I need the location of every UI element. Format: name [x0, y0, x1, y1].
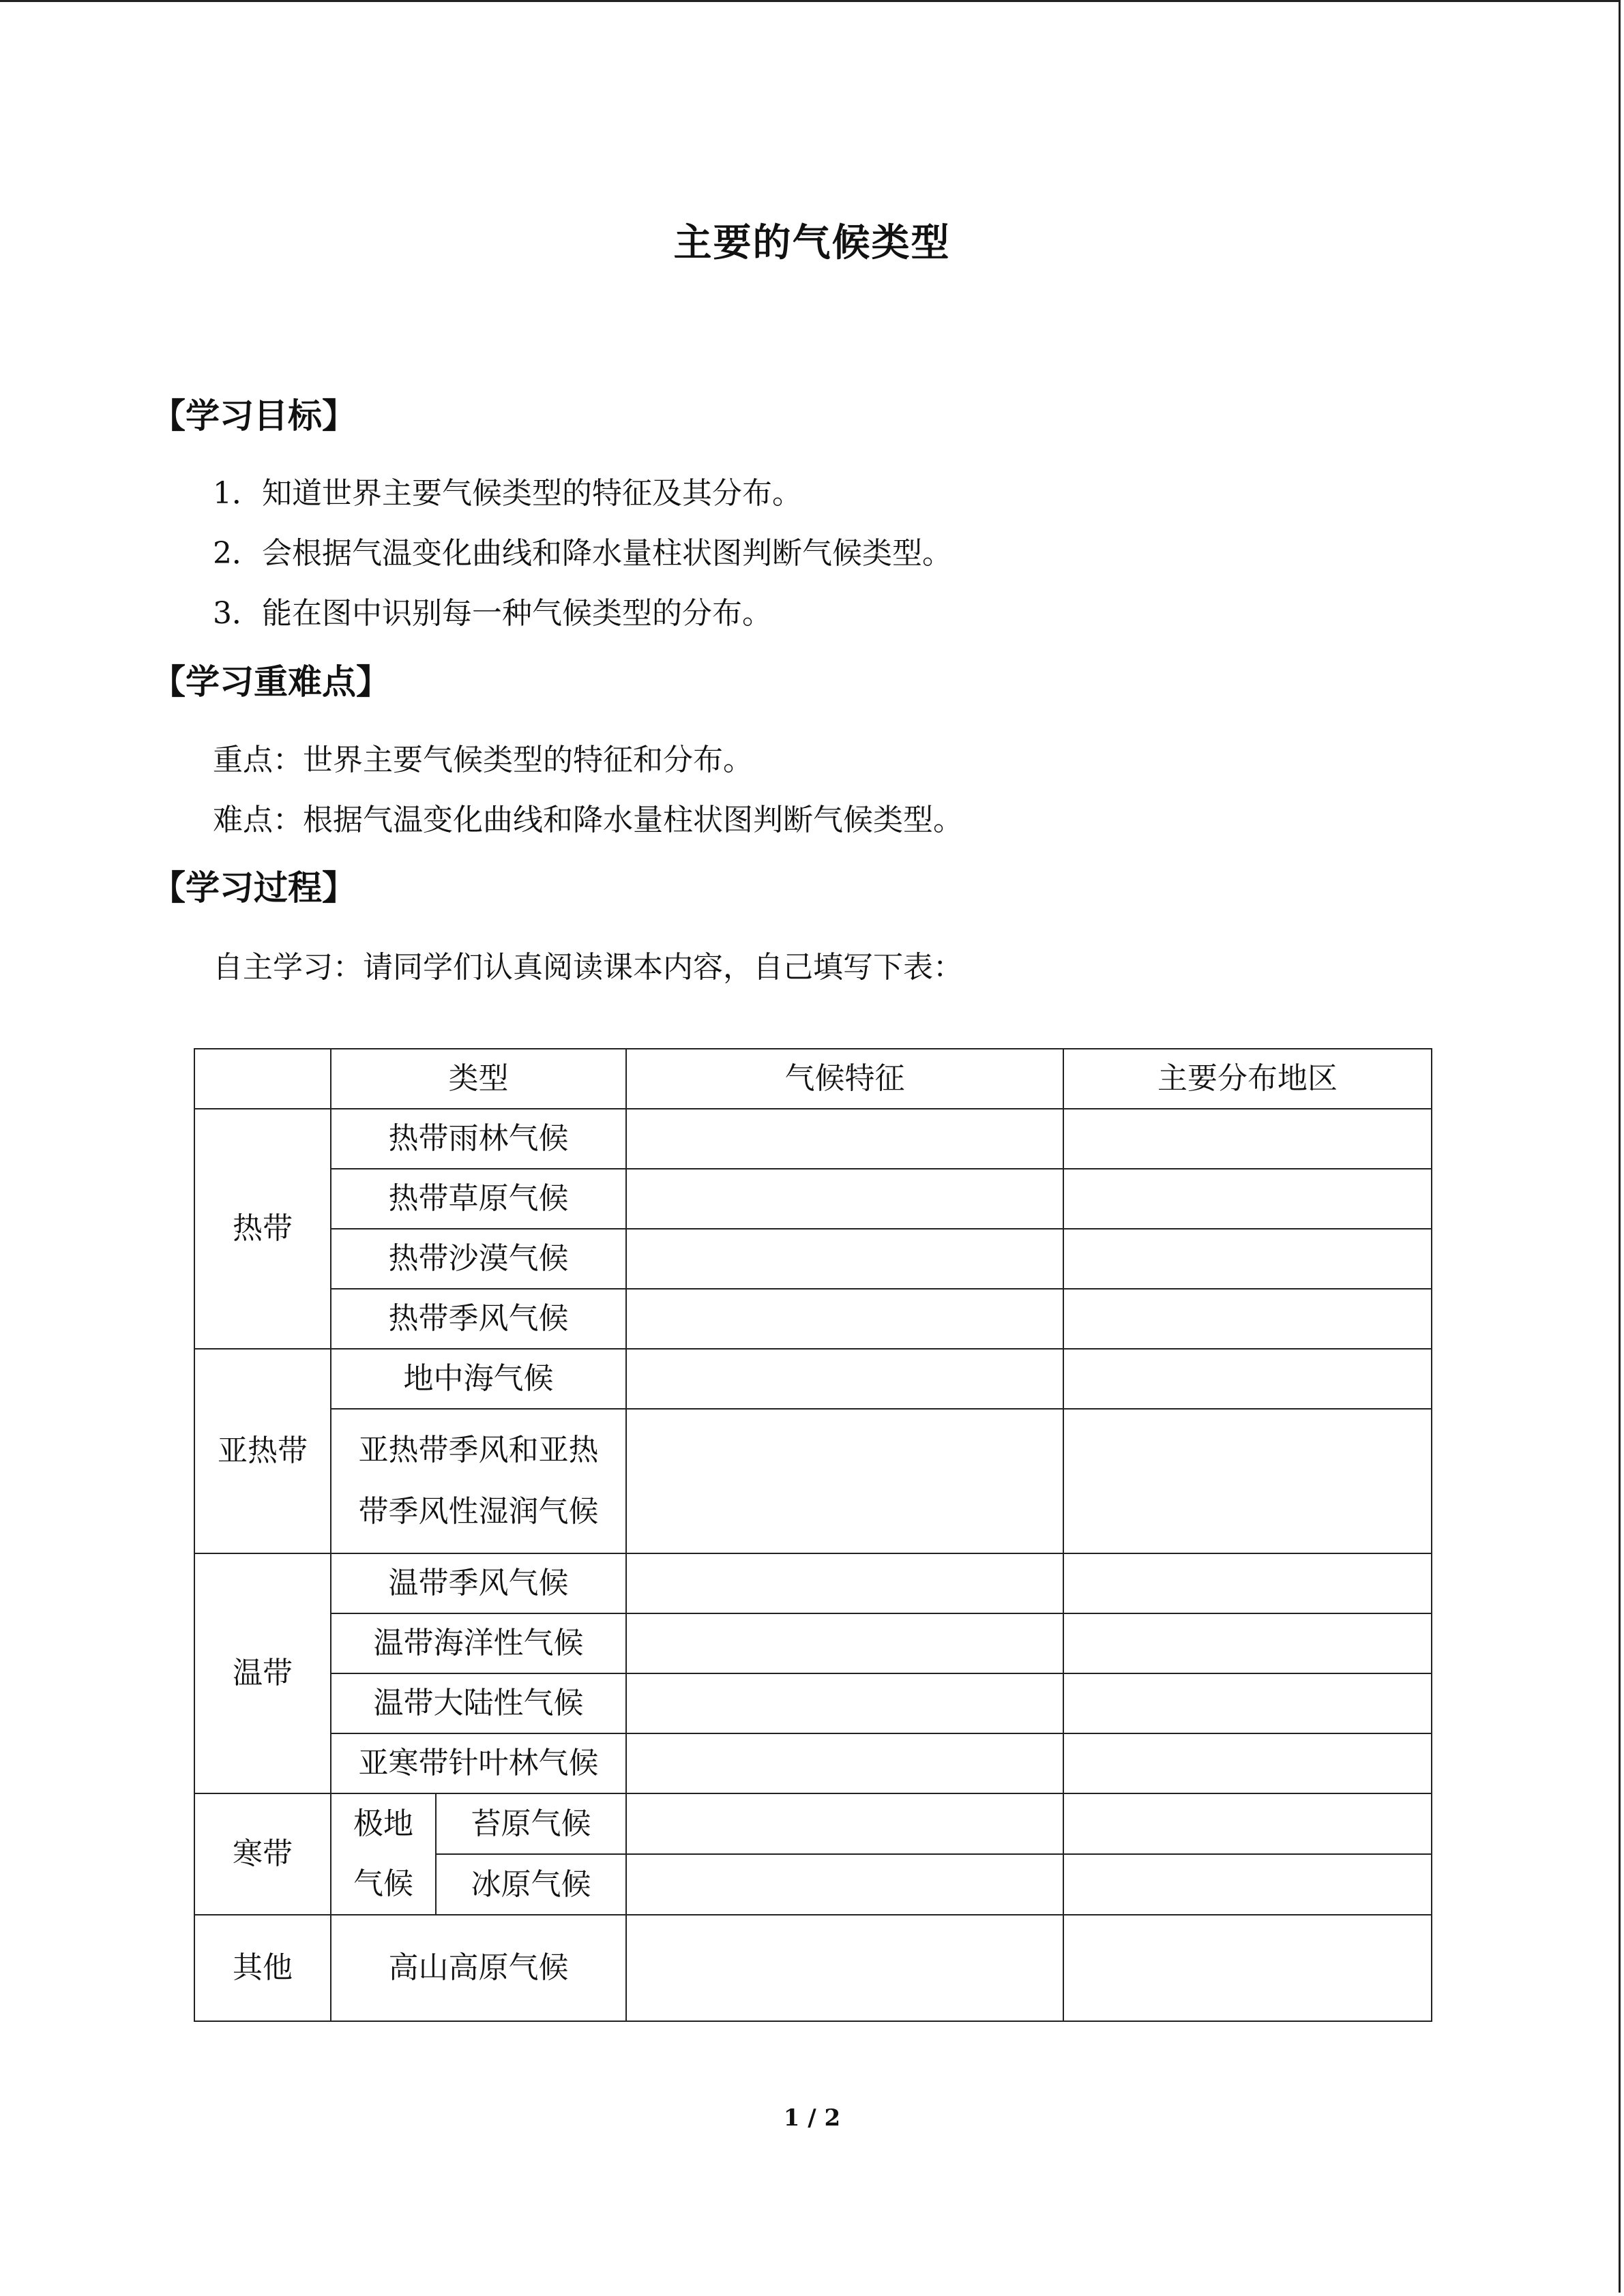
type-cell: 地中海气候 — [331, 1349, 626, 1409]
table-row — [194, 1169, 1432, 1229]
feature-input-cell[interactable] — [626, 1613, 1063, 1673]
table-row — [194, 1733, 1432, 1793]
region-input-cell[interactable] — [1063, 1229, 1432, 1289]
region-input-cell[interactable] — [1063, 1915, 1432, 2021]
polar-group-cell — [331, 1793, 436, 1915]
feature-input-cell[interactable] — [626, 1409, 1063, 1553]
zone-cell-temperate: 温带 — [194, 1553, 331, 1793]
type-cell: 温带季风气候 — [331, 1553, 626, 1613]
objective-item-2: 2．会根据气温变化曲线和降水量柱状图判断气候类型。 — [213, 536, 952, 571]
key-point-item-2: 难点：根据气温变化曲线和降水量柱状图判断气候类型。 — [213, 803, 963, 837]
page-number: 1 / 2 — [783, 2104, 841, 2132]
type-cell: 热带雨林气候 — [331, 1109, 626, 1169]
region-input-cell[interactable] — [1063, 1109, 1432, 1169]
feature-input-cell[interactable] — [626, 1733, 1063, 1793]
table-row — [194, 1109, 1432, 1169]
header-zone-cell — [194, 1049, 331, 1109]
type-cell: 高山高原气候 — [331, 1915, 626, 2021]
type-cell: 热带沙漠气候 — [331, 1229, 626, 1289]
objective-item-3: 3．能在图中识别每一种气候类型的分布。 — [213, 596, 772, 631]
climate-table — [194, 1048, 1432, 2022]
region-input-cell[interactable] — [1063, 1733, 1432, 1793]
table-row — [194, 1915, 1432, 2021]
type-line-2: 带季风性湿润气候 — [358, 1494, 599, 1529]
table-header-row — [194, 1049, 1432, 1109]
feature-input-cell[interactable] — [626, 1673, 1063, 1733]
key-points-heading: 【学习重难点】 — [151, 662, 390, 702]
type-cell-multiline — [331, 1409, 626, 1553]
region-input-cell[interactable] — [1063, 1793, 1432, 1854]
type-cell: 温带海洋性气候 — [331, 1613, 626, 1673]
type-cell: 热带草原气候 — [331, 1169, 626, 1229]
header-region-cell: 主要分布地区 — [1063, 1049, 1432, 1109]
region-input-cell[interactable] — [1063, 1613, 1432, 1673]
table-row — [194, 1409, 1432, 1553]
objectives-heading: 【学习目标】 — [151, 396, 356, 436]
type-cell: 温带大陆性气候 — [331, 1673, 626, 1733]
feature-input-cell[interactable] — [626, 1854, 1063, 1915]
type-line-1: 亚热带季风和亚热 — [358, 1433, 599, 1467]
zone-cell-frigid: 寒带 — [194, 1793, 331, 1915]
key-point-item-1: 重点：世界主要气候类型的特征和分布。 — [213, 743, 753, 777]
feature-input-cell[interactable] — [626, 1169, 1063, 1229]
feature-input-cell[interactable] — [626, 1109, 1063, 1169]
process-intro: 自主学习：请同学们认真阅读课本内容，自己填写下表： — [213, 950, 963, 985]
process-heading: 【学习过程】 — [151, 868, 356, 908]
region-input-cell[interactable] — [1063, 1169, 1432, 1229]
feature-input-cell[interactable] — [626, 1229, 1063, 1289]
type-cell: 热带季风气候 — [331, 1289, 626, 1349]
table-row — [194, 1673, 1432, 1733]
feature-input-cell[interactable] — [626, 1289, 1063, 1349]
feature-input-cell[interactable] — [626, 1793, 1063, 1854]
region-input-cell[interactable] — [1063, 1409, 1432, 1553]
type-cell: 亚寒带针叶林气候 — [331, 1733, 626, 1793]
feature-input-cell[interactable] — [626, 1553, 1063, 1613]
feature-input-cell[interactable] — [626, 1349, 1063, 1409]
region-input-cell[interactable] — [1063, 1553, 1432, 1613]
type-cell: 冰原气候 — [436, 1854, 626, 1915]
table-row — [194, 1229, 1432, 1289]
zone-cell-tropical: 热带 — [194, 1109, 331, 1349]
objective-item-1: 1．知道世界主要气候类型的特征及其分布。 — [213, 476, 802, 511]
feature-input-cell[interactable] — [626, 1915, 1063, 2021]
region-input-cell[interactable] — [1063, 1289, 1432, 1349]
header-feature-cell: 气候特征 — [626, 1049, 1063, 1109]
polar-group-line-1: 极地 — [353, 1806, 413, 1841]
type-cell: 苔原气候 — [436, 1793, 626, 1854]
region-input-cell[interactable] — [1063, 1854, 1432, 1915]
polar-group-line-2: 气候 — [353, 1866, 413, 1901]
header-type-cell: 类型 — [331, 1049, 626, 1109]
table-row — [194, 1349, 1432, 1409]
table-row — [194, 1613, 1432, 1673]
region-input-cell[interactable] — [1063, 1349, 1432, 1409]
page-title: 主要的气候类型 — [673, 220, 951, 265]
table-row — [194, 1553, 1432, 1613]
zone-cell-other: 其他 — [194, 1915, 331, 2021]
table-row — [194, 1289, 1432, 1349]
table-row — [194, 1793, 1432, 1854]
zone-cell-subtropical: 亚热带 — [194, 1349, 331, 1553]
region-input-cell[interactable] — [1063, 1673, 1432, 1733]
